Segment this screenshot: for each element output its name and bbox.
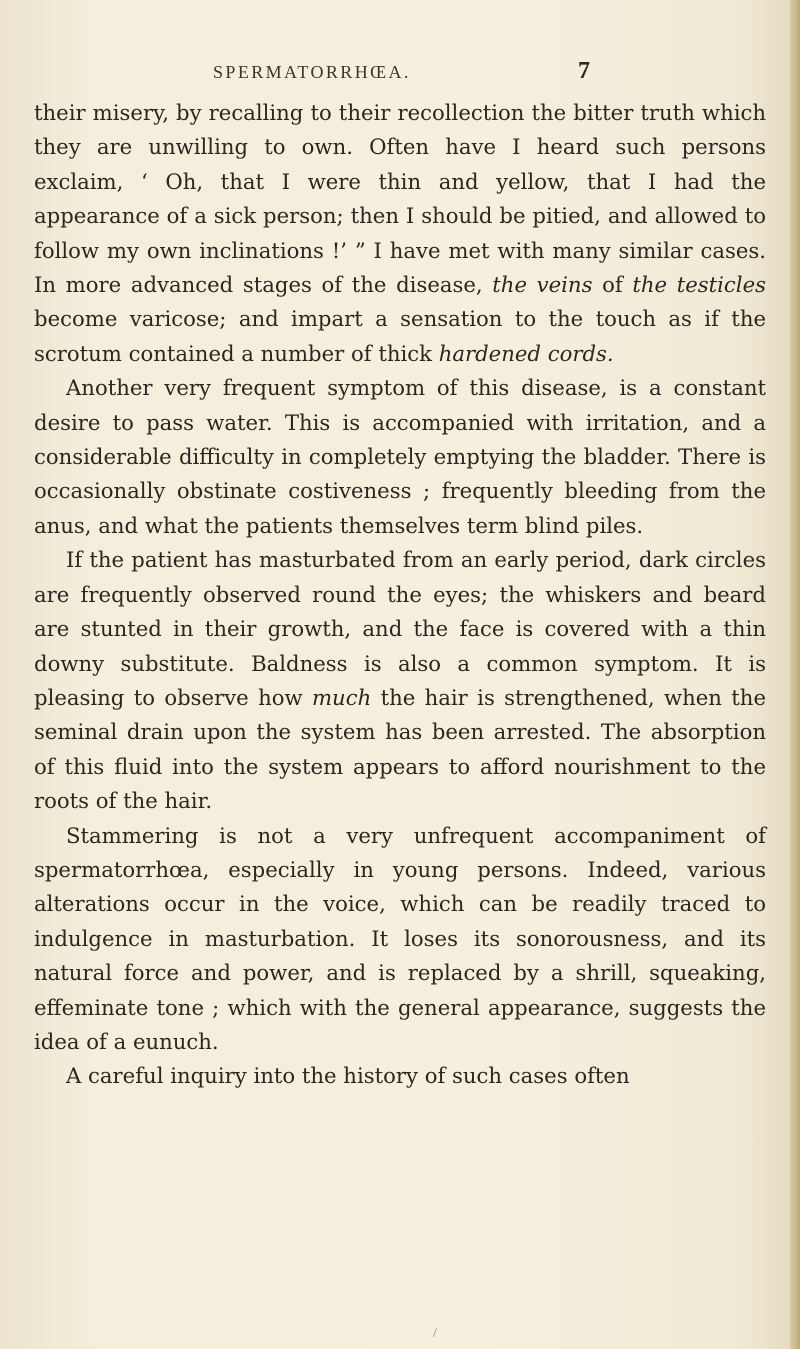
text-run: A careful inquiry into the history of such cases often xyxy=(66,1063,630,1089)
italic-text: the veins xyxy=(492,272,593,298)
text-run: If the patient has masturbated from an early period, dark circles are frequently observed round the eyes; the whiskers and beard are stunted in their growth, and the face is covered with a thin downy substitute. Baldness is also a common symptom. It is pleasing to observe how xyxy=(34,547,766,710)
paragraph-2 xyxy=(34,371,766,543)
italic-text: much xyxy=(311,684,372,710)
page-number: 7 xyxy=(578,58,590,84)
paragraph-4 xyxy=(34,819,766,1060)
paragraph-1 xyxy=(34,96,766,371)
text-run: become varicose; and impart a sensation to the touch as if the scrotum contained a number of thick xyxy=(34,306,766,366)
body-text xyxy=(34,96,766,1094)
paragraph-3 xyxy=(34,543,766,818)
italic-text: hardened cords. xyxy=(438,340,614,366)
paragraph-5 xyxy=(34,1059,766,1093)
text-run: Stammering is not a very unfrequent accompaniment of spermatorrhœa, especially in young persons. Indeed, various alterations occur in the voice, which can be readily traced to indulgence in masturbation. It loses its sonorousness, and its natural force and power, and is replaced by a shrill, squeaking, effeminate tone ; which with the general appearance, suggests the idea of a eunuch. xyxy=(34,822,766,1054)
text-run: the hair is strengthened, when the seminal drain upon the system has been arrested. The absorption of this fluid into the system appears to afford nourishment to the roots of the hair. xyxy=(34,684,766,814)
running-head xyxy=(0,58,800,88)
running-title: SPERMATORRHŒA. xyxy=(213,62,411,82)
italic-text: the testicles xyxy=(632,272,766,298)
page-edge xyxy=(790,0,800,1349)
text-run: their misery, by recalling to their recollection the bitter truth which they are unwilling to own. Often have I heard such persons exclaim, ‘ Oh, that I were thin and yellow, that I had the appearance of a sick person; then I should be pitied, and allowed to follow my own inclinations !’ ” I have met with many similar cases. In more advanced stages of the disease, xyxy=(34,100,766,298)
stray-mark: / xyxy=(433,1326,437,1341)
text-run: Another very frequent symptom of this disease, is a constant desire to pass water. This is accompanied with irritation, and a considerable difficulty in completely emptying the bladder. There is occasionally obstinate costiveness ; frequently bleeding from the anus, and what the patients themselves term blind piles. xyxy=(34,375,766,538)
text-run: of xyxy=(592,272,633,298)
